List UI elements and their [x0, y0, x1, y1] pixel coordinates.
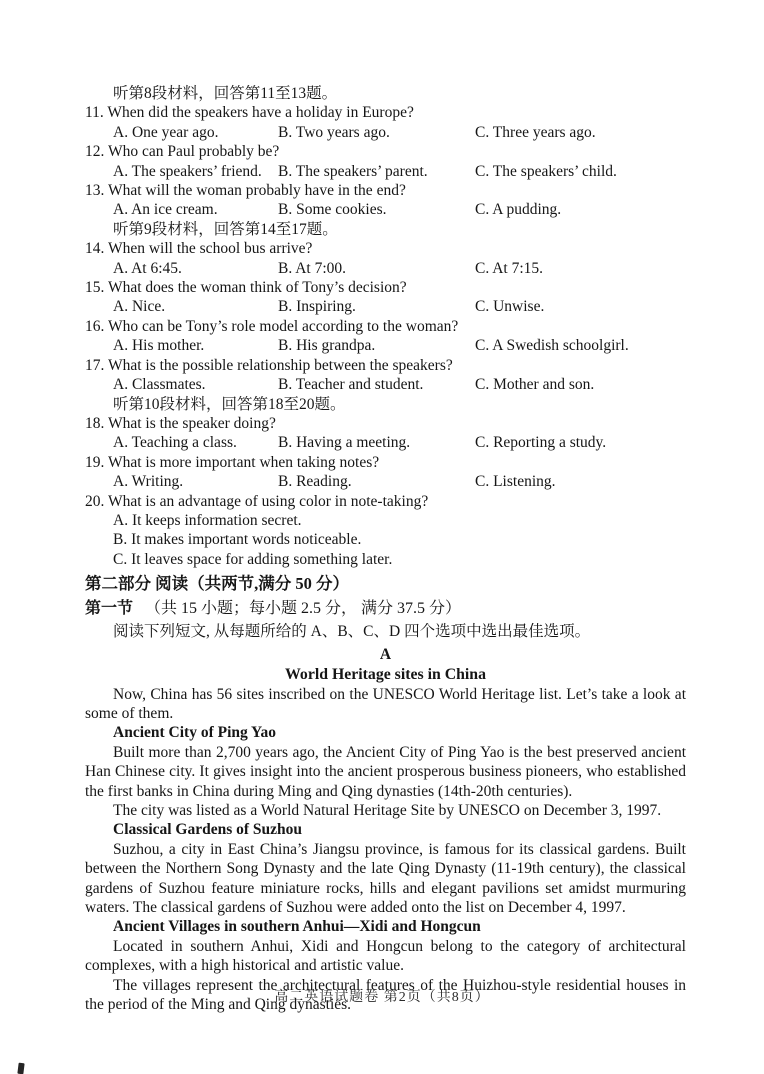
- question-17-text: 17. What is the possible relationship between the speakers?: [85, 356, 453, 374]
- question-18-options: [85, 433, 686, 452]
- question-20-text: 20. What is an advantage of using color in note-taking?: [85, 492, 429, 510]
- question-15-options: [85, 297, 686, 316]
- section1-label: 第一节: [85, 600, 134, 618]
- question-11-option-a: A. One year ago.: [113, 123, 219, 141]
- question-13-option-c: C. A pudding.: [475, 201, 562, 219]
- question-13-option-a: A. An ice cream.: [113, 201, 218, 219]
- question-20-option-c: C. It leaves space for adding something later.: [113, 550, 393, 568]
- question-19-option-b: B. Reading.: [278, 473, 352, 491]
- question-20-options: [85, 511, 686, 569]
- question-12-option-c: C. The speakers’ child.: [475, 162, 617, 180]
- passage-paragraph: Located in southern Anhui, Xidi and Hongcun belong to the category of architectural complexes, with a high historical and artistic value.: [85, 937, 686, 975]
- question-16-option-c: C. A Swedish schoolgirl.: [475, 337, 629, 355]
- question-14: [85, 239, 686, 278]
- question-13-option-b: B. Some cookies.: [278, 201, 387, 219]
- question-17-option-b: B. Teacher and student.: [278, 376, 424, 394]
- question-11-options: [85, 123, 686, 142]
- page-footer: 高二英语试题卷 第2页（共8页）: [274, 990, 490, 1005]
- passage-title: World Heritage sites in China: [285, 666, 486, 684]
- question-12-option-a: A. The speakers’ friend.: [113, 162, 262, 180]
- question-16-option-a: A. His mother.: [113, 337, 205, 355]
- question-18-option-a: A. Teaching a class.: [113, 434, 237, 452]
- passage-paragraph: Suzhou, a city in East China’s Jiangsu province, is famous for its classical gardens. Built between the Northern Song Dynasty and the late Qing Dynasty (11-19th century), the classical gardens of Suzhou feature miniature rocks, hills and elegant pavilions set amidst murmuring waters. The classical gardens of Suzhou were added onto the list on December 4, 1997.: [85, 840, 686, 917]
- passage-label: A: [379, 646, 392, 664]
- question-17-option-c: C. Mother and son.: [475, 376, 595, 394]
- question-11-option-b: B. Two years ago.: [278, 123, 390, 141]
- question-14-text: 14. When will the school bus arrive?: [85, 240, 313, 258]
- question-11-text: 11. When did the speakers have a holiday in Europe?: [85, 104, 414, 122]
- question-16-text: 16. Who can be Tony’s role model according to the woman?: [85, 317, 459, 335]
- question-18: [85, 414, 686, 453]
- question-11-option-c: C. Three years ago.: [475, 123, 596, 141]
- material-note-10: 听第10段材料，回答第18至20题。: [113, 395, 346, 413]
- question-14-option-a: A. At 6:45.: [113, 259, 182, 277]
- question-19-options: [85, 472, 686, 491]
- part2-heading: 第二部分 阅读（共两节,满分 50 分）: [85, 574, 349, 594]
- passage-subheading-pingyao: Ancient City of Ping Yao: [113, 724, 277, 742]
- question-17-options: [85, 375, 686, 394]
- question-20: [85, 492, 686, 570]
- question-13-text: 13. What will the woman probably have in the end?: [85, 182, 406, 200]
- question-12-option-b: B. The speakers’ parent.: [278, 162, 428, 180]
- question-12: [85, 142, 686, 181]
- question-15-option-b: B. Inspiring.: [278, 298, 356, 316]
- passage-paragraph: The villages represent the architectural features of the Huizhou-style residential houses in the period of the Ming and Qing dynasties.: [85, 976, 686, 1014]
- passage-subheading-suzhou: Classical Gardens of Suzhou: [113, 821, 303, 839]
- scan-artifact-mark: [17, 1063, 24, 1074]
- question-13-options: [85, 200, 686, 219]
- question-18-option-c: C. Reporting a study.: [475, 434, 607, 452]
- question-15-option-a: A. Nice.: [113, 298, 166, 316]
- question-20-option-b: B. It makes important words noticeable.: [113, 531, 362, 549]
- question-19-text: 19. What is more important when taking notes?: [85, 453, 380, 471]
- question-20-option-a: A. It keeps information secret.: [113, 511, 302, 529]
- question-14-options: [85, 259, 686, 278]
- question-16: [85, 317, 686, 356]
- question-19-option-a: A. Writing.: [113, 473, 184, 491]
- question-15-option-c: C. Unwise.: [475, 298, 545, 316]
- material-note-9: 听第9段材料，回答第14至17题。: [113, 220, 338, 238]
- question-19-option-c: C. Listening.: [475, 473, 556, 491]
- question-17-option-a: A. Classmates.: [113, 376, 206, 394]
- question-14-option-c: C. At 7:15.: [475, 259, 544, 277]
- question-14-option-b: B. At 7:00.: [278, 259, 347, 277]
- question-17: [85, 356, 686, 395]
- section1-heading: [85, 596, 686, 621]
- question-18-option-b: B. Having a meeting.: [278, 434, 411, 452]
- question-12-options: [85, 162, 686, 181]
- passage-paragraph: Now, China has 56 sites inscribed on the UNESCO World Heritage list. Let’s take a look at some of them.: [85, 685, 686, 722]
- question-18-text: 18. What is the speaker doing?: [85, 414, 276, 432]
- question-11: [85, 103, 686, 142]
- passage-paragraph: Built more than 2,700 years ago, the Ancient City of Ping Yao is the best preserved ancient Han Chinese city. It gives insight into the ancient prosperous business pioneers, who established the first banks in China during Ming and Qing dynasties (14th-20th centuries).: [85, 743, 686, 800]
- question-15: [85, 278, 686, 317]
- question-15-text: 15. What does the woman think of Tony’s decision?: [85, 279, 407, 297]
- question-16-options: [85, 336, 686, 355]
- question-12-text: 12. Who can Paul probably be?: [85, 143, 280, 161]
- question-16-option-b: B. His grandpa.: [278, 337, 376, 355]
- reading-instruction: 阅读下列短文, 从每题所给的 A、B、C、D 四个选项中选出最佳选项。: [113, 623, 591, 641]
- section1-detail: （共 15 小题；每小题 2.5 分， 满分 37.5 分）: [145, 600, 462, 618]
- material-note-8: 听第8段材料，回答第11至13题。: [113, 85, 338, 102]
- question-13: [85, 181, 686, 220]
- passage-paragraph: The city was listed as a World Natural Heritage Site by UNESCO on December 3, 1997.: [113, 802, 662, 819]
- passage-subheading-anhui: Ancient Villages in southern Anhui—Xidi and Hongcun: [113, 918, 481, 936]
- question-19: [85, 453, 686, 492]
